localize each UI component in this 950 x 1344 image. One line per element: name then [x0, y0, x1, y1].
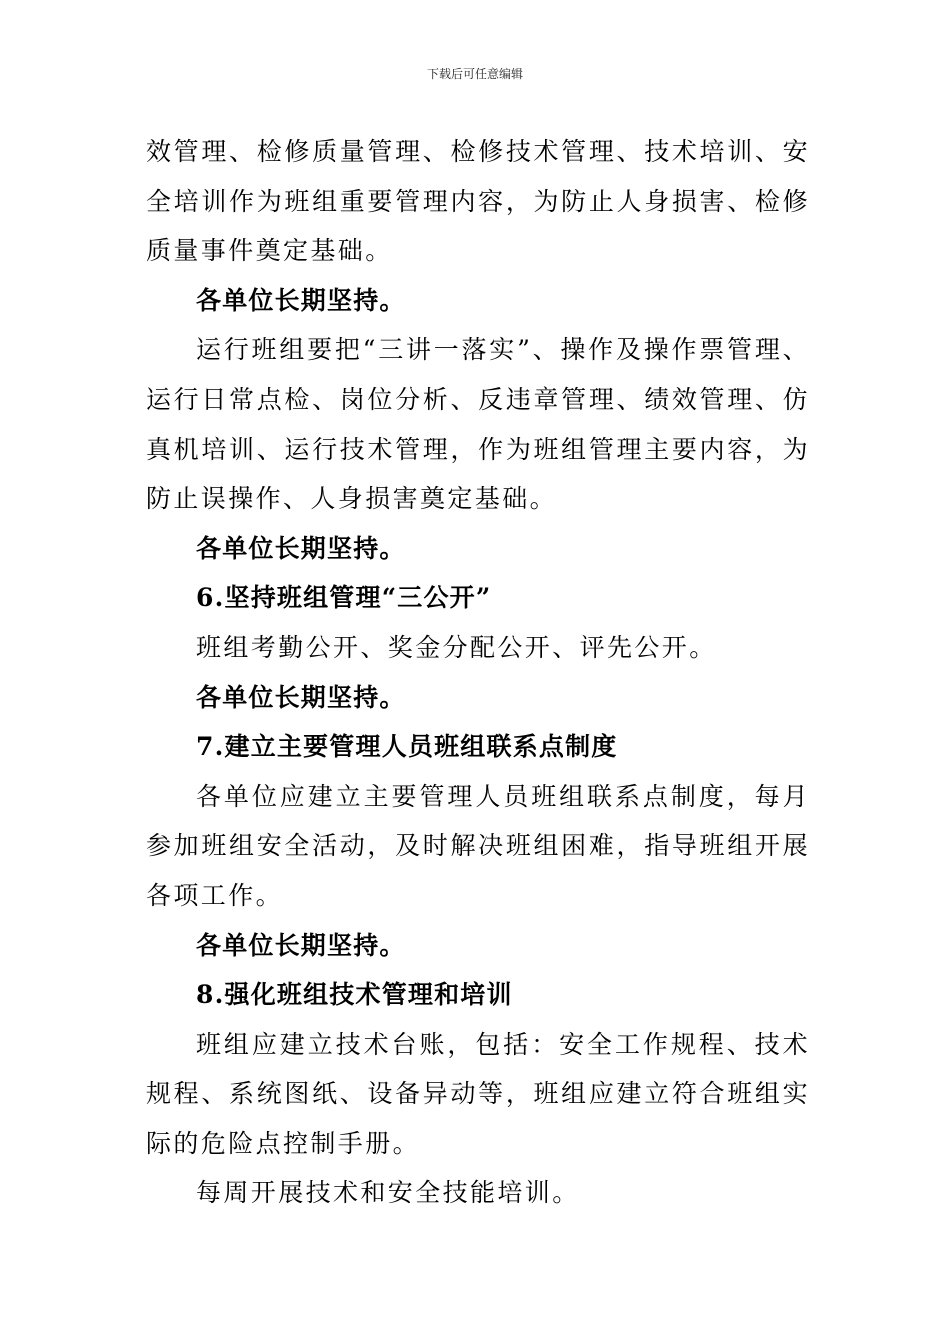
bold-note: 各单位长期坚持。 — [196, 682, 406, 712]
paragraph-operations: 运行班组要把“三讲一落实”、操作及操作票管理、运行日常点检、岗位分析、反违章管理、绩效管理、仿真机培训、运行技术管理，作为班组管理主要内容，为防止误操作、人身损害奠定基础。 — [146, 335, 810, 514]
bold-note: 各单位长期坚持。 — [196, 930, 406, 960]
bold-note: 各单位长期坚持。 — [196, 533, 406, 563]
paragraph-weekly-training: 每周开展技术和安全技能培训。 — [196, 1178, 580, 1208]
section-heading-7: 7.建立主要管理人员班组联系点制度 — [196, 732, 618, 762]
bold-note: 各单位长期坚持。 — [196, 285, 406, 315]
paragraph-continuation: 效管理、检修质量管理、检修技术管理、技术培训、安全培训作为班组重要管理内容，为防止人身损害、检修质量事件奠定基础。 — [146, 137, 810, 266]
paragraph-disclosure: 班组考勤公开、奖金分配公开、评先公开。 — [196, 632, 717, 662]
section-heading-6: 6.坚持班组管理“三公开” — [196, 583, 492, 613]
paragraph-technical-ledger: 班组应建立技术台账，包括：安全工作规程、技术规程、系统图纸、设备异动等，班组应建立符合班组实际的危险点控制手册。 — [146, 1029, 810, 1158]
page-header: 下载后可任意编辑 — [426, 67, 523, 81]
document-body — [146, 127, 810, 1218]
paragraph-liaison: 各单位应建立主要管理人员班组联系点制度，每月参加班组安全活动，及时解决班组困难，指导班组开展各项工作。 — [146, 781, 810, 910]
section-heading-8: 8.强化班组技术管理和培训 — [196, 980, 513, 1010]
